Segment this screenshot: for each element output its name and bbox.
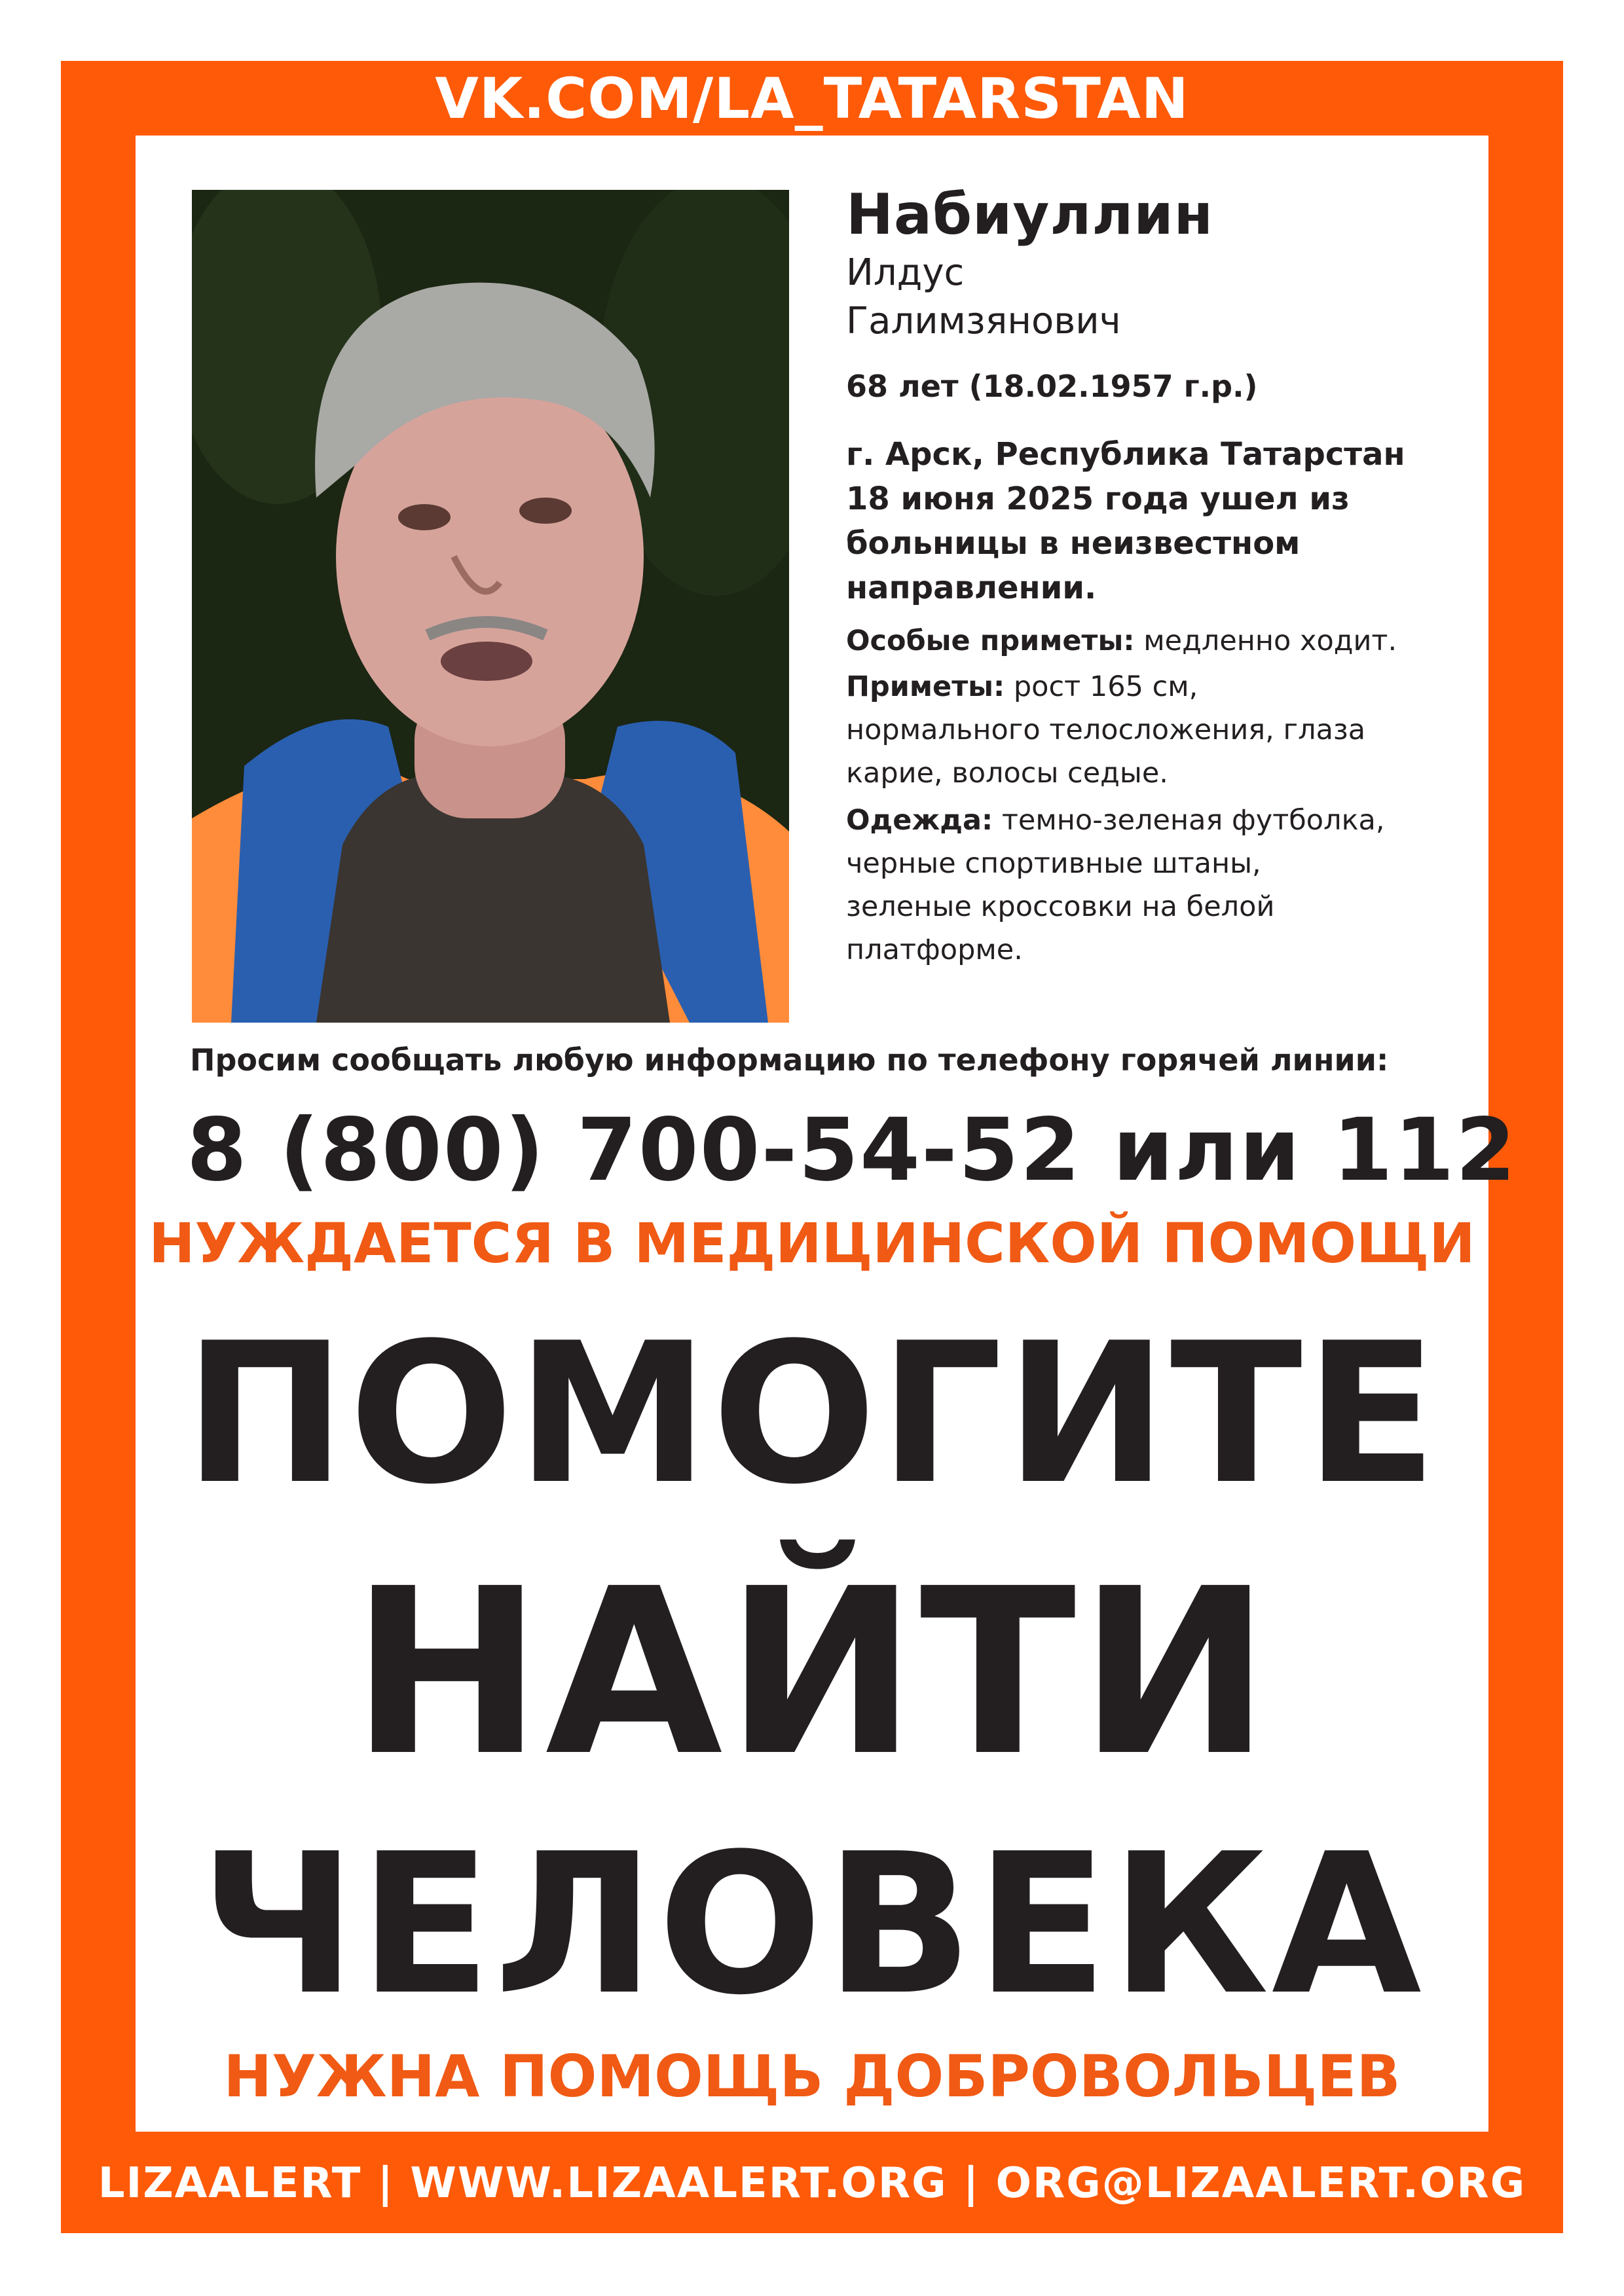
headline-line-3: ЧЕЛОВЕКА bbox=[200, 1812, 1424, 2037]
person-given-names bbox=[846, 249, 1501, 346]
physical-features bbox=[846, 665, 1501, 795]
location-line: г. Арск, Республика Татарстан bbox=[846, 436, 1405, 473]
headline-line-1: ПОМОГИТЕ bbox=[184, 1301, 1440, 1527]
missing-person-photo bbox=[192, 190, 789, 1023]
clothing-line: черные спортивные штаны, bbox=[846, 847, 1261, 880]
headline-line-2: НАЙТИ bbox=[350, 1539, 1274, 1806]
clothing-line: платформе. bbox=[846, 934, 1023, 966]
clothing-line: темно-зеленая футболка, bbox=[993, 804, 1385, 837]
clothing-line: зеленые кроссовки на белой bbox=[846, 890, 1275, 923]
person-patronymic: Галимзянович bbox=[846, 300, 1121, 342]
disappearance-details bbox=[846, 432, 1501, 610]
person-age: 68 лет (18.02.1957 г.р.) bbox=[846, 369, 1258, 404]
special-features bbox=[846, 619, 1501, 663]
footer-links[interactable]: LIZAALERT | WWW.LIZAALERT.ORG | ORG@LIZAALERT.ORG bbox=[98, 2159, 1526, 2208]
hotline-phone[interactable]: 8 (800) 700-54-52 или 112 bbox=[187, 1100, 1517, 1201]
person-surname: Набиуллин bbox=[846, 182, 1214, 247]
person-first-name: Илдус bbox=[846, 251, 965, 294]
features-line: карие, волосы седые. bbox=[846, 757, 1168, 790]
location-line: больницы в неизвестном bbox=[846, 525, 1301, 562]
clothing-label: Одежда: bbox=[846, 804, 993, 837]
volunteers-note: НУЖНА ПОМОЩЬ ДОБРОВОЛЬЦЕВ bbox=[223, 2043, 1401, 2110]
location-line: направлении. bbox=[846, 570, 1097, 606]
header-url[interactable]: VK.COM/LA_TATARSTAN bbox=[435, 66, 1189, 132]
special-features-text: медленно ходит. bbox=[1134, 625, 1397, 657]
medical-help-note: НУЖДАЕТСЯ В МЕДИЦИНСКОЙ ПОМОЩИ bbox=[149, 1211, 1475, 1275]
location-line: 18 июня 2025 года ушел из bbox=[846, 481, 1350, 517]
features-label: Приметы: bbox=[846, 670, 1005, 703]
features-line: нормального телосложения, глаза bbox=[846, 714, 1366, 746]
hotline-request: Просим сообщать любую информацию по телефону горячей линии: bbox=[190, 1042, 1389, 1078]
clothing bbox=[846, 799, 1501, 972]
features-line: рост 165 см, bbox=[1005, 670, 1198, 703]
special-features-label: Особые приметы: bbox=[846, 625, 1135, 657]
